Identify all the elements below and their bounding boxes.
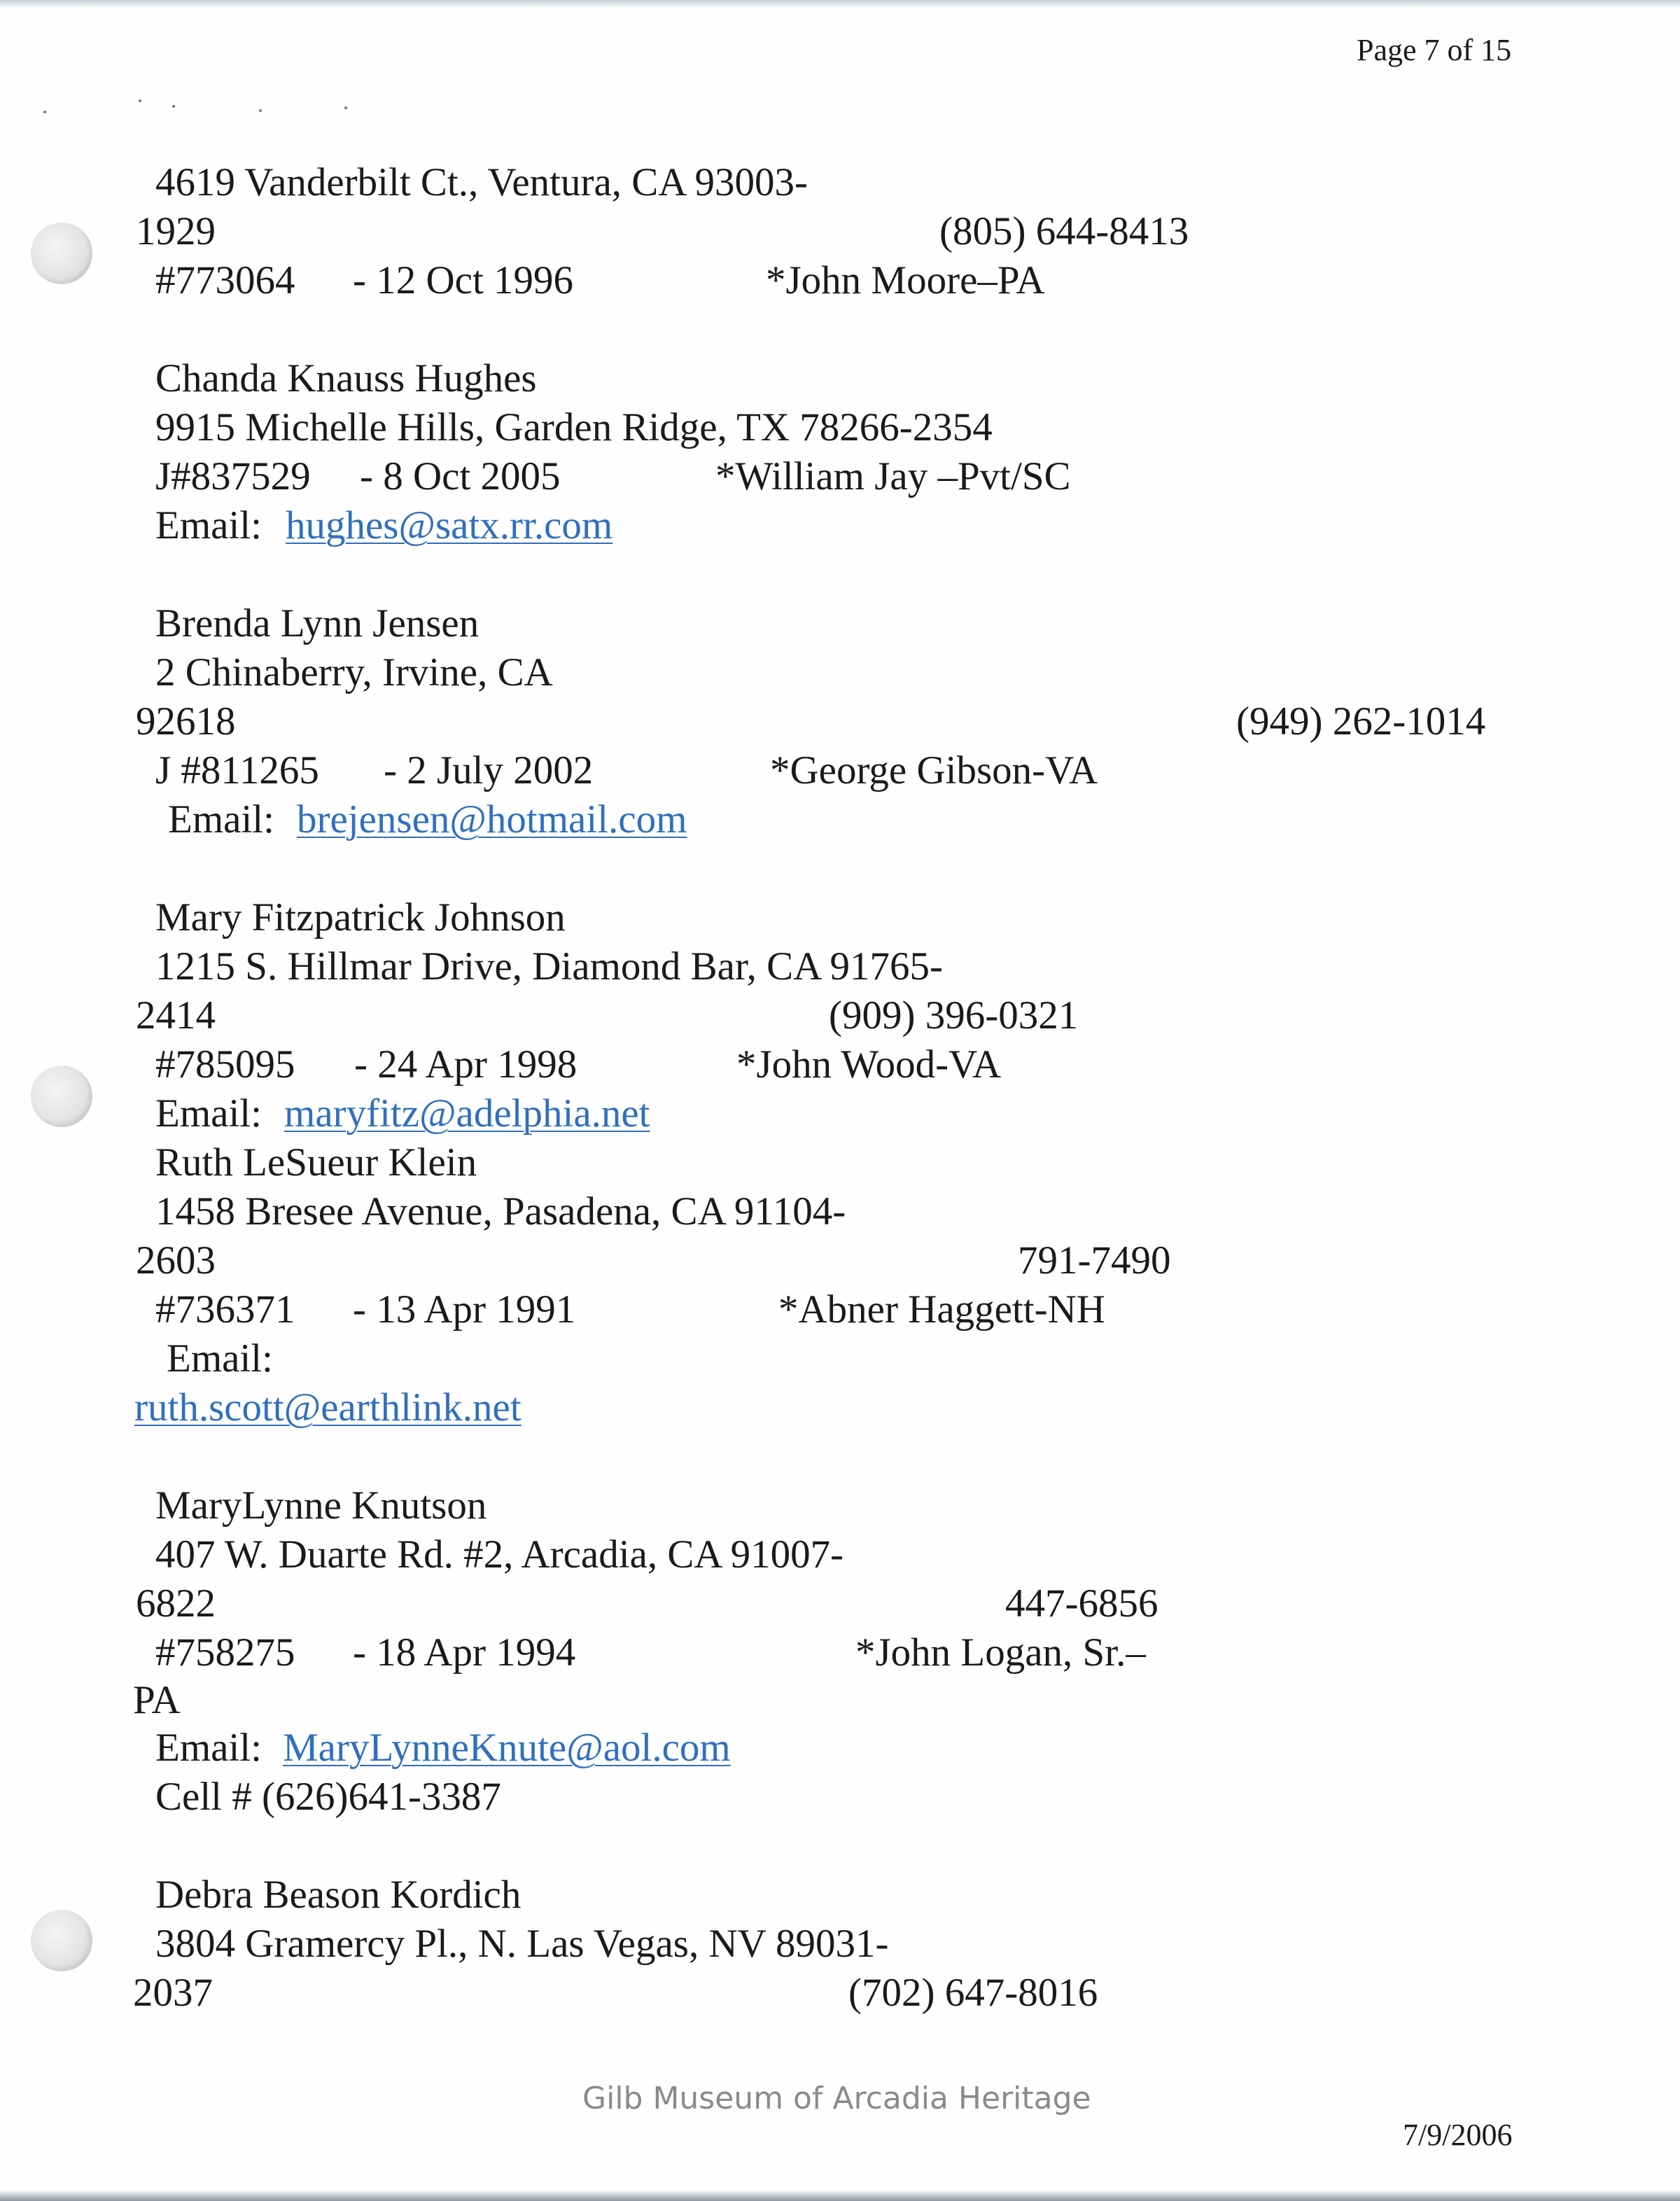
email-label: Email: <box>155 1091 262 1136</box>
phone: 447-6856 <box>1005 1581 1158 1626</box>
address-line2: 2414 <box>136 993 216 1037</box>
phone: 791-7490 <box>1018 1238 1171 1283</box>
member-name: Ruth LeSueur Klein <box>155 1140 477 1185</box>
email-label: Email: <box>167 1336 273 1381</box>
address-line1: 1458 Bresee Avenue, Pasadena, CA 91104- <box>155 1189 846 1234</box>
ancestor: *John Logan, Sr.– <box>855 1630 1146 1675</box>
join-date: - 12 Oct 1996 <box>353 258 574 302</box>
ancestor: *George Gibson-VA <box>770 748 1098 792</box>
phone: (909) 396-0321 <box>829 993 1079 1037</box>
footer-watermark: Gilb Museum of Arcadia Heritage <box>582 2081 1091 2116</box>
binder-hole-middle <box>31 1065 92 1127</box>
member-name: MaryLynne Knutson <box>155 1483 487 1528</box>
page-bottom-edge <box>0 2190 1680 2201</box>
phone: (805) 644-8413 <box>939 209 1189 253</box>
member-name: Mary Fitzpatrick Johnson <box>155 895 566 939</box>
email-link[interactable]: hughes@satx.rr.com <box>286 503 613 547</box>
address-line2: 92618 <box>136 699 236 743</box>
email-link[interactable]: MaryLynneKnute@aol.com <box>283 1726 731 1770</box>
address-line1: 4619 Vanderbilt Ct., Ventura, CA 93003- <box>155 160 808 204</box>
ancestor: *William Jay –Pvt/SC <box>715 454 1071 498</box>
address-line2: 2037 <box>133 1971 213 2015</box>
join-date: - 8 Oct 2005 <box>360 454 561 498</box>
address-line1: 3804 Gramercy Pl., N. Las Vegas, NV 89031- <box>155 1922 889 1966</box>
member-number: J#837529 <box>155 454 311 498</box>
page-top-edge <box>0 0 1680 8</box>
scan-specks <box>42 95 364 116</box>
join-date: - 24 Apr 1998 <box>354 1042 578 1086</box>
address-line1: 1215 S. Hillmar Drive, Diamond Bar, CA 91765- <box>155 944 943 988</box>
join-date: - 13 Apr 1991 <box>353 1287 576 1332</box>
member-name: Chanda Knauss Hughes <box>155 356 537 400</box>
member-number: #773064 <box>155 258 295 302</box>
address-line1: 9915 Michelle Hills, Garden Ridge, TX 78266-2354 <box>155 405 993 449</box>
footer-date: 7/9/2006 <box>1403 2118 1513 2152</box>
binder-hole-top <box>31 223 92 284</box>
address-line2: 6822 <box>136 1581 216 1626</box>
email-label: Email: <box>168 797 274 841</box>
email-link[interactable]: ruth.scott@earthlink.net <box>134 1385 522 1430</box>
phone: (702) 647-8016 <box>848 1971 1098 2015</box>
email-label: Email: <box>155 1726 262 1770</box>
ancestor: *John Wood-VA <box>736 1042 1002 1086</box>
ancestor-continued: PA <box>133 1678 181 1722</box>
address-line1: 407 W. Duarte Rd. #2, Arcadia, CA 91007- <box>155 1532 844 1577</box>
email-link[interactable]: maryfitz@adelphia.net <box>284 1091 650 1136</box>
member-number: #758275 <box>155 1630 295 1675</box>
address-line2: 2603 <box>136 1238 216 1283</box>
page-number: Page 7 of 15 <box>1357 33 1512 67</box>
member-number: #736371 <box>155 1287 295 1332</box>
member-name: Debra Beason Kordich <box>155 1873 522 1917</box>
email-link[interactable]: brejensen@hotmail.com <box>297 797 687 841</box>
member-number: #785095 <box>155 1042 295 1086</box>
join-date: - 2 July 2002 <box>384 748 594 792</box>
phone: (949) 262-1014 <box>1236 699 1486 743</box>
binder-hole-bottom <box>31 1910 92 1971</box>
join-date: - 18 Apr 1994 <box>353 1630 576 1675</box>
ancestor: *John Moore–PA <box>766 258 1045 302</box>
ancestor: *Abner Haggett-NH <box>778 1287 1105 1332</box>
member-name: Brenda Lynn Jensen <box>155 601 479 645</box>
cell-phone: Cell # (626)641-3387 <box>155 1775 501 1819</box>
address-line1: 2 Chinaberry, Irvine, CA <box>155 650 553 694</box>
address-line2: 1929 <box>136 209 216 253</box>
member-number: J #811265 <box>155 748 319 792</box>
email-label: Email: <box>155 503 262 547</box>
